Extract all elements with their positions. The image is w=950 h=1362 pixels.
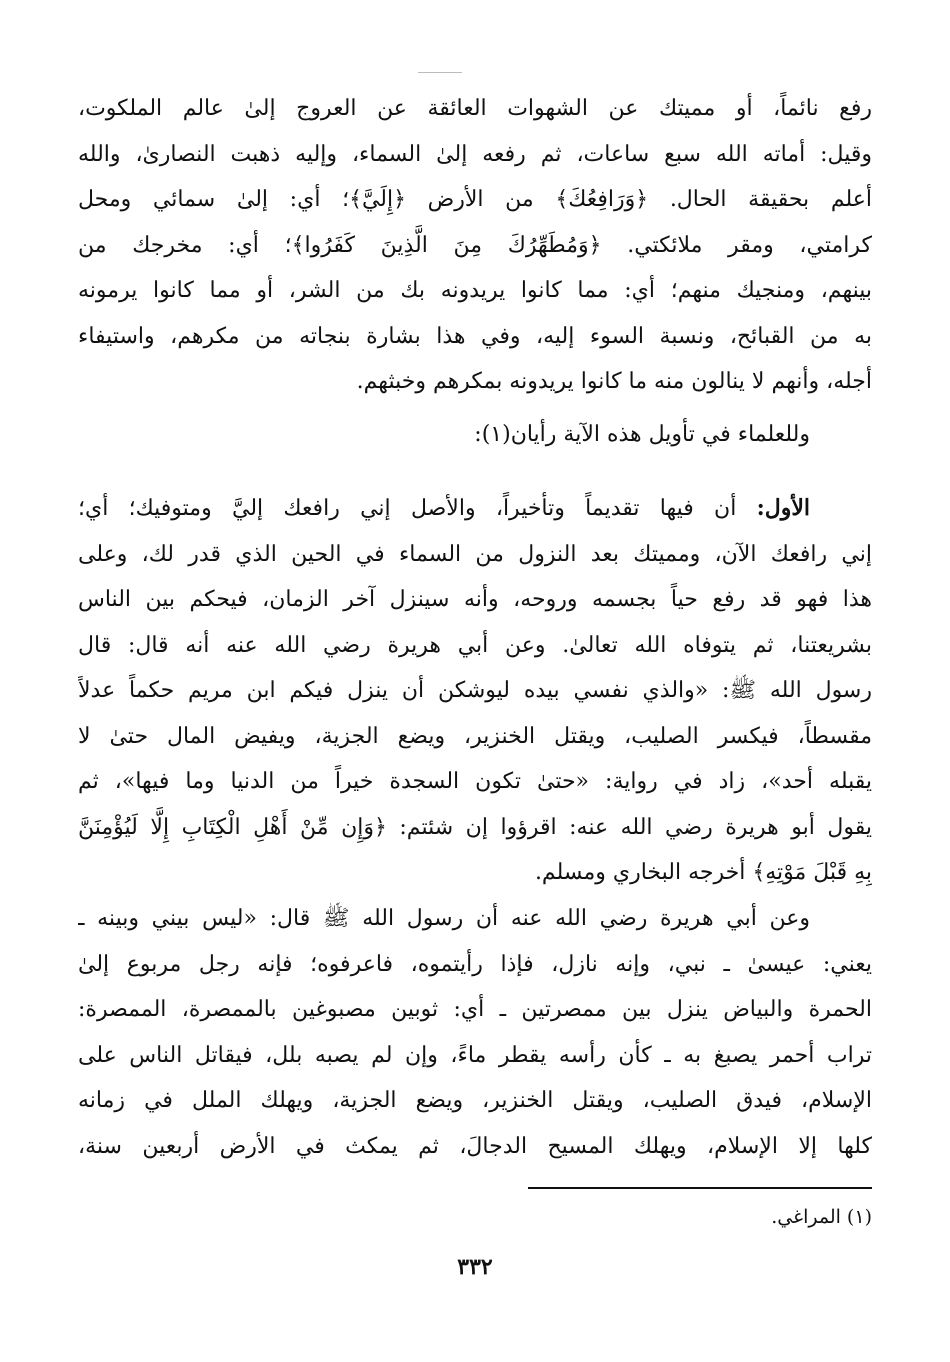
text-line: تراب أحمر يصبغ به ـ كأن رأسه يقطر ماءً، وإن لم يصبه بلل، فيقاتل الناس على: [78, 1042, 872, 1068]
text-fragment: أن فيها تقديماً وتأخيراً، والأصل إني رافعك إليَّ ومتوفيك؛ أي؛: [78, 496, 757, 521]
text-line: الإسلام، فيدق الصليب، ويقتل الخنزير، ويضع الجزية، ويهلك الملل في زمانه: [78, 1088, 872, 1113]
page-top-mark: [418, 72, 462, 73]
text-line: إني رافعك الآن، ومميتك بعد النزول من السماء في الحين الذي قدر لك، وعلى: [78, 541, 872, 567]
text-line: [78, 486, 872, 532]
text-line: وللعلماء في تأويل هذه الآية رأيان(١):: [474, 422, 810, 447]
footnote: (١) المراغي.: [771, 1206, 872, 1228]
text-line: رسول الله ﷺ: «والذي نفسي بيده ليوشكن أن ينزل فيكم ابن مريم حكماً عدلاً: [78, 678, 872, 703]
paragraph-3: [78, 486, 872, 896]
text-line: هذا فهو قد رفع حياً بجسمه وروحه، وأنه سينزل آخر الزمان، فيحكم بين الناس: [78, 587, 872, 612]
paragraph-2: [78, 412, 872, 458]
text-line: كرامتي، ومقر ملائكتي. ﴿وَمُطَهِّرُكَ مِنَ الَّذِينَ كَفَرُوا﴾؛ أي: مخرجك من: [78, 232, 872, 258]
opinion-heading: الأول:: [756, 495, 810, 521]
text-line: وعن أبي هريرة رضي الله عنه أن رسول الله ﷺ قال: «ليس بيني وبينه ـ: [78, 906, 810, 931]
text-line: بشريعتنا، ثم يتوفاه الله تعالىٰ. وعن أبي هريرة رضي الله عنه أنه قال: قال: [78, 632, 872, 658]
text-line: بينهم، ومنجيك منهم؛ أي: مما كانوا يريدونه بك من الشر، أو مما كانوا يرمونه: [78, 278, 872, 303]
text-line: رفع نائماً، أو مميتك عن الشهوات العائقة عن العروج إلىٰ عالم الملكوت،: [78, 96, 872, 121]
text-line: يقبله أحد»، زاد في رواية: «حتىٰ تكون السجدة خيراً من الدنيا وما فيها»، ثم: [78, 769, 872, 794]
paragraph-1: [78, 86, 872, 405]
page-number: ٣٣٢: [457, 1254, 493, 1280]
footnote-separator: [528, 1187, 872, 1189]
text-line: أعلم بحقيقة الحال. ﴿وَرَافِعُكَ﴾ من الأرض ﴿إِلَيَّ﴾؛ أي: إلىٰ سمائي ومحل: [78, 187, 872, 212]
paragraph-4: [78, 896, 872, 1169]
text-line: الحمرة والبياض ينزل بين ممصرتين ـ أي: ثوبين مصبوغين بالممصرة، الممصرة:: [78, 997, 872, 1022]
text-line: وقيل: أماته الله سبع ساعات، ثم رفعه إلىٰ السماء، وإليه ذهبت النصارىٰ، والله: [78, 141, 872, 167]
text-line: أجله، وأنهم لا ينالون منه ما كانوا يريدونه بمكرهم وخبثهم.: [356, 369, 872, 394]
text-line: به من القبائح، ونسبة السوء إليه، وفي هذا بشارة بنجاته من مكرهم، واستيفاء: [78, 323, 872, 349]
text-line: مقسطاً، فيكسر الصليب، ويقتل الخنزير، ويضع الجزية، ويفيض المال حتىٰ لا: [78, 723, 872, 749]
text-line: كلها إلا الإسلام، ويهلك المسيح الدجالَ، ثم يمكث في الأرض أربعين سنة،: [78, 1133, 872, 1159]
text-line: يعني: عيسىٰ ـ نبي، وإنه نازل، فإذا رأيتموه، فاعرفوه؛ فإنه رجل مربوع إلىٰ: [78, 951, 872, 977]
text-line: بِهِ قَبْلَ مَوْتِهِ﴾ أخرجه البخاري ومسلم.: [534, 860, 872, 885]
text-line: يقول أبو هريرة رضي الله عنه: اقرؤوا إن شئتم: ﴿وَإِن مِّنْ أَهْلِ الْكِتَابِ إِلَّا لَيُؤْمِنَنَّ: [78, 814, 872, 840]
